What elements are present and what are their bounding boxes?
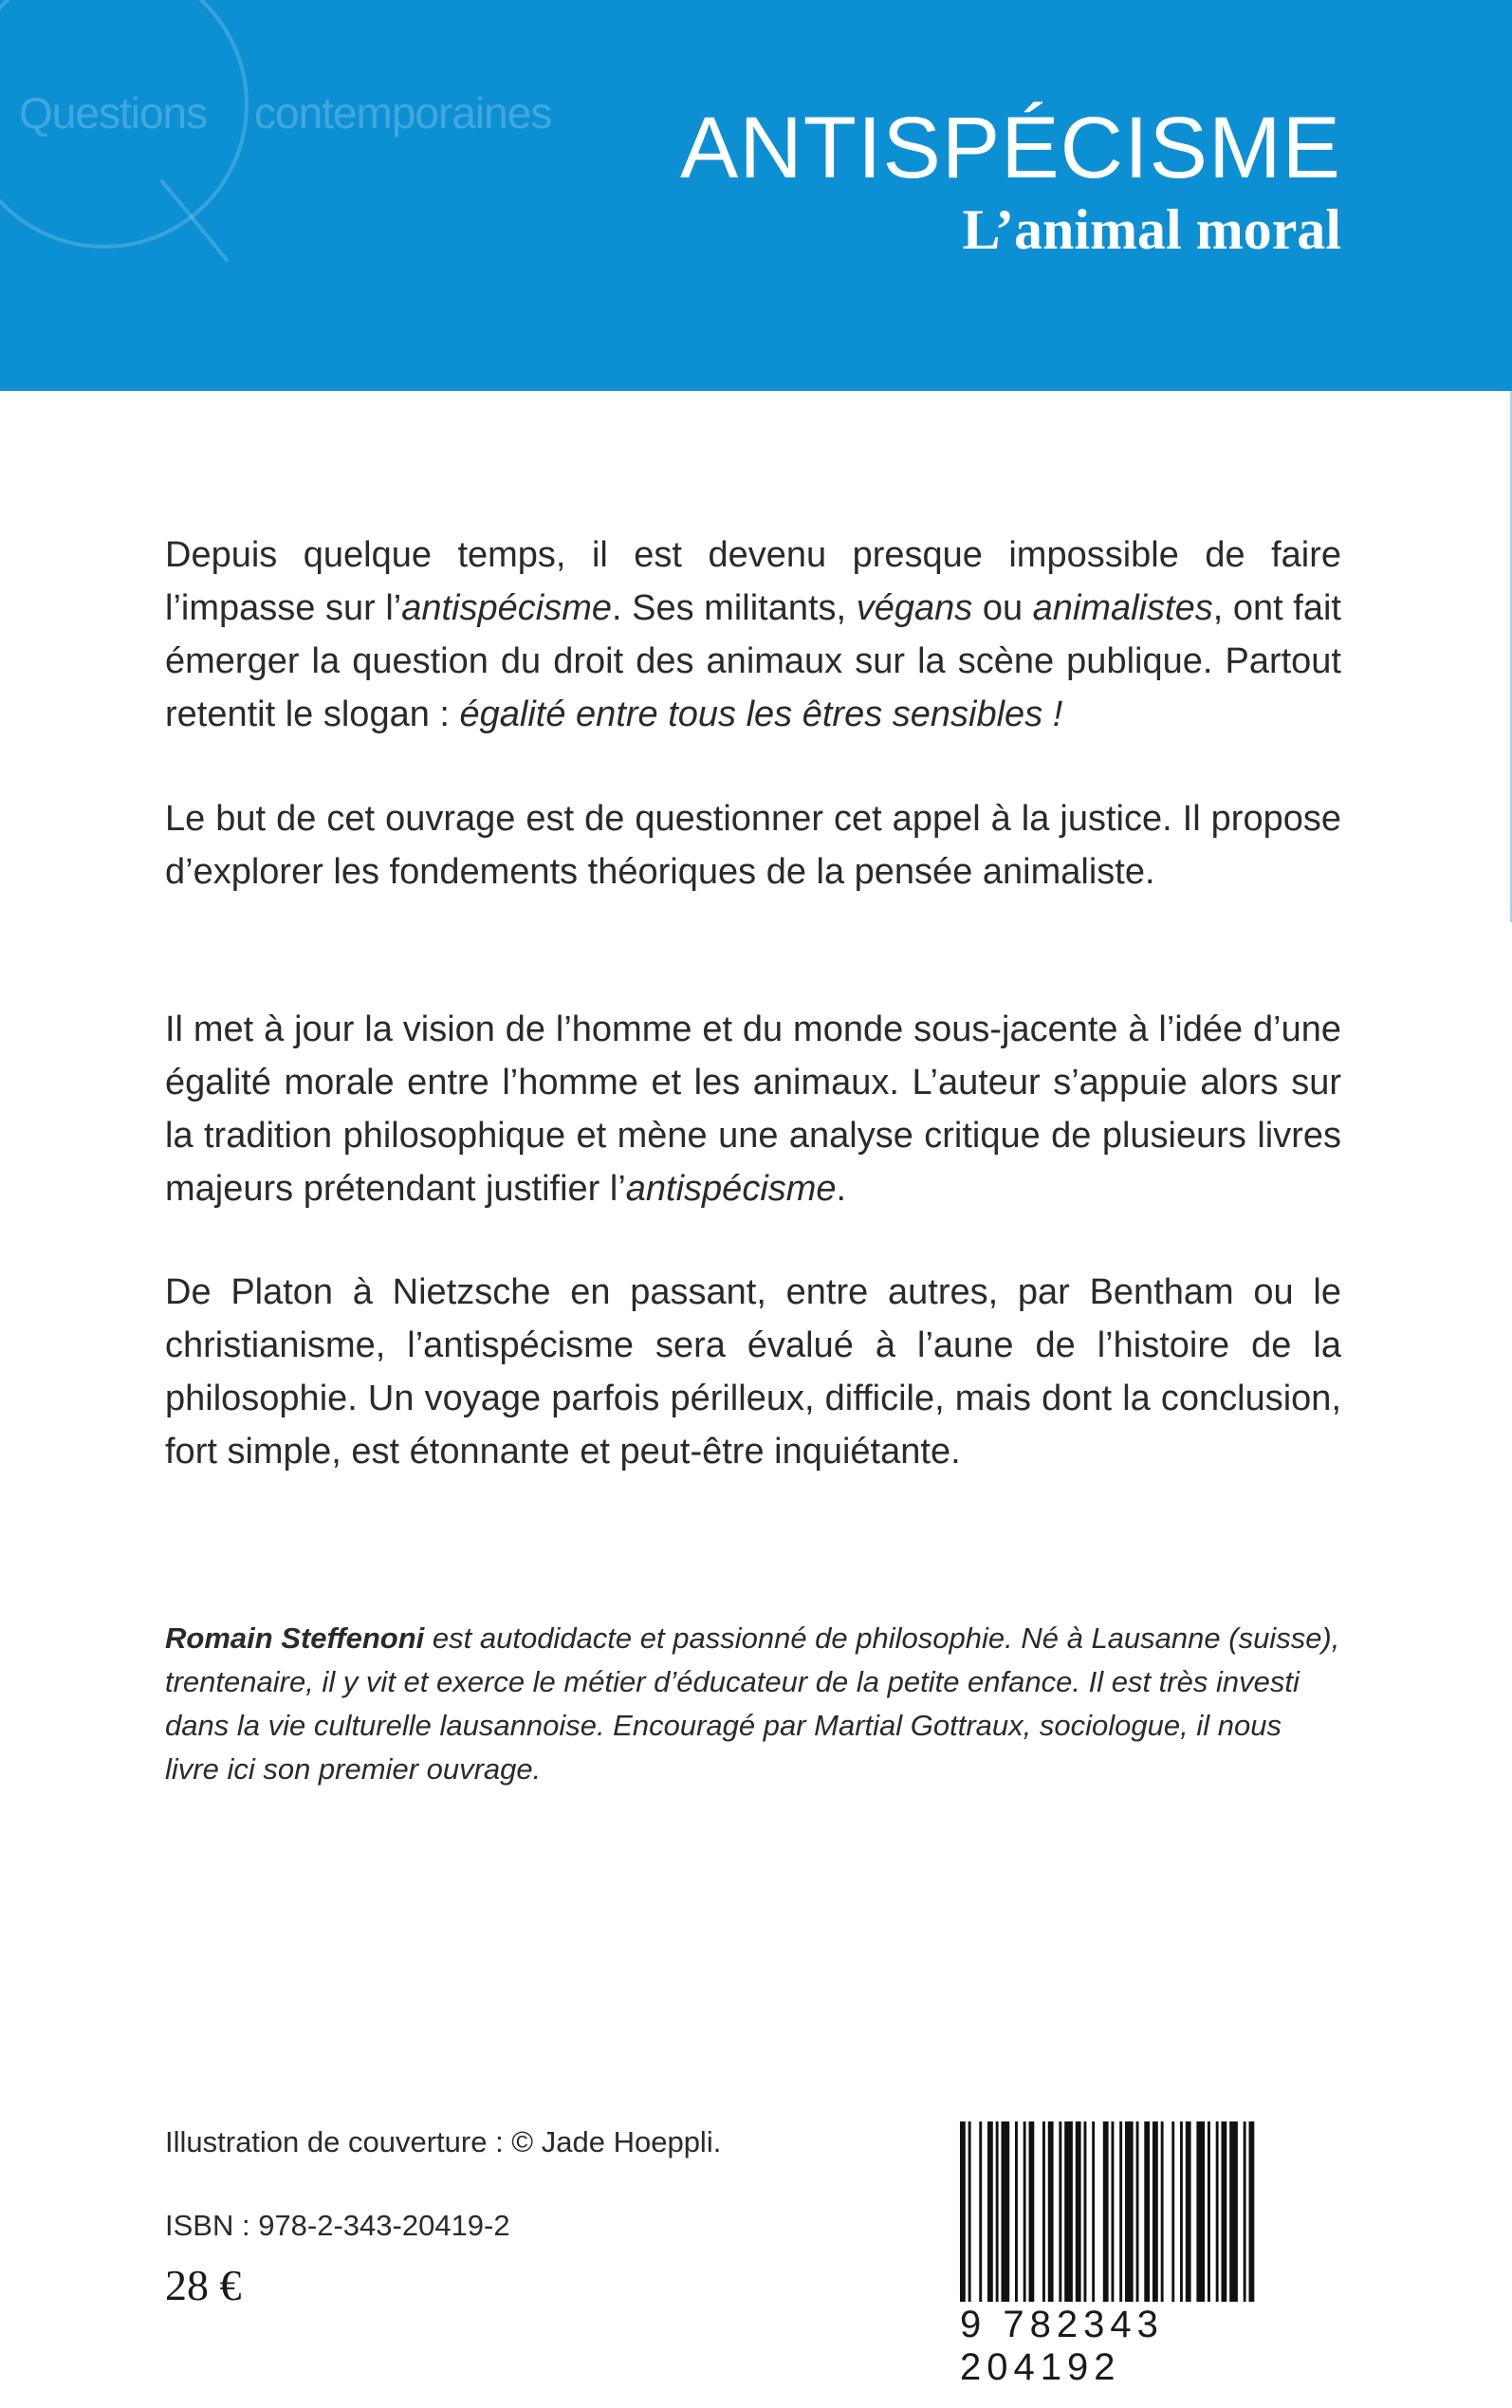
text-run: Depuis quelque temps, il est devenu presque impossible de faire l’impasse sur l’ — [165, 535, 1341, 628]
text-run: antispécisme — [401, 588, 612, 628]
author-bio-text: est autodidacte et passionné de philosophie. Né à Lausanne (suisse), trentenaire, il y vit et exerce le métier d’éducateur de la petite enfance. Il est très investi dans la vie culturelle lausannoise. Encouragé par Martial Gottraux, sociologue, il nous livre ici son premier ouvrage. — [165, 1621, 1340, 1786]
cover-illustration-credit: Illustration de couverture : © Jade Hoeppli. — [165, 2125, 722, 2158]
text-run: animalistes — [1032, 588, 1213, 628]
text-run: antispécisme — [625, 1169, 837, 1209]
isbn-line: ISBN : 978-2-343-20419-2 — [165, 2209, 510, 2242]
blurb-paragraph-4 — [165, 1266, 1341, 1478]
author-name: Romain Steffenoni — [165, 1621, 425, 1655]
text-run: égalité entre tous les êtres sensibles ! — [459, 695, 1063, 734]
price-label: 28 € — [165, 2261, 242, 2309]
text-run: , ont fait émerger la question du droit des animaux sur la scène publique. Partout retentit le slogan : — [165, 588, 1341, 734]
series-name-part-1: Questions — [19, 88, 208, 138]
barcode-image — [960, 2121, 1337, 2302]
text-run: . Ses militants, — [611, 588, 857, 628]
author-bio — [165, 1617, 1341, 1791]
cover-header-band — [0, 0, 1512, 391]
text-run: De Platon à Nietzsche en passant, entre autres, par Bentham ou le christianisme, l’antispécisme sera évalué à l’aune de l’histoire de la philosophie. Un voyage parfois périlleux, difficile, mais dont la conclusion, fort simple, est étonnante et peut-être inquiétante. — [165, 1272, 1341, 1472]
blurb-paragraph-2 — [165, 792, 1341, 898]
book-subtitle: L’animal moral — [962, 198, 1341, 261]
book-title: ANTISPÉCISME — [679, 100, 1341, 196]
text-run: . — [836, 1169, 847, 1209]
text-run: Le but de cet ouvrage est de questionner cet appel à la justice. Il propose d’explorer les fondements théoriques de la pensée animaliste. — [165, 799, 1341, 892]
blurb-paragraph-1 — [165, 528, 1341, 741]
blurb-paragraph-3 — [165, 1003, 1341, 1215]
series-name-part-2: contemporaines — [254, 88, 552, 138]
text-run: végans — [856, 588, 973, 628]
text-run: Il met à jour la vision de l’homme et du monde sous-jacente à l’idée d’une égalité morale entre l’homme et les animaux. L’auteur s’appuie alors sur la tradition philosophique et mène une analyse critique de plusieurs livres majeurs prétendant justifier l’ — [165, 1010, 1341, 1209]
barcode-number: 9 782343 204192 — [960, 2304, 1164, 2388]
text-run: ou — [972, 588, 1033, 628]
